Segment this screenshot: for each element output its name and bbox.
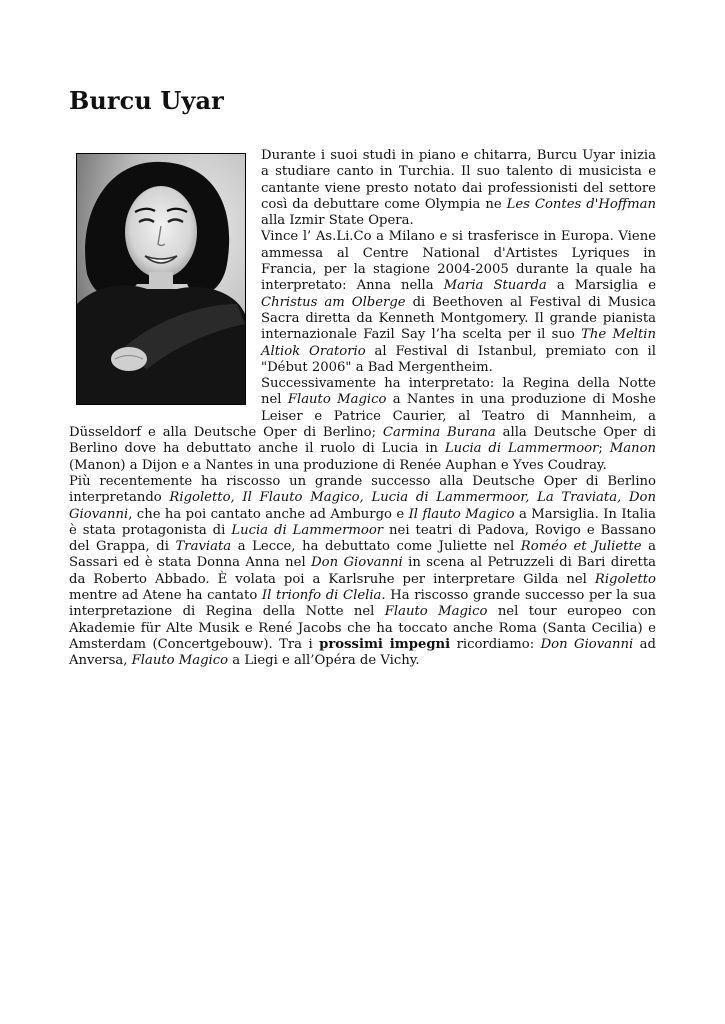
bio-paragraph-2: Vince l’ As.Li.Co a Milano e si trasferisce in Europa. Viene ammessa al Centre National d'Artistes Lyriques in Francia, per la stagione 2004-2005 durante la quale ha interpretato: Anna nella Maria Stuarda a Marsiglia e Christus am Olberge di Beethoven al Festival di Musica Sacra diretta da Kenneth Montgomery. Il grande pianista internazionale Fazil Say l’ha scelta per il suo The Meltin Altiok Oratorio al Festival di Istanbul, premiato con il "Début 2006" a Bad Mergentheim. [261, 229, 656, 375]
biography-text [69, 148, 656, 670]
page-title: Burcu Uyar [69, 86, 224, 115]
bio-paragraph-4: Più recentemente ha riscosso un grande successo alla Deutsche Oper di Berlino interpretando Rigoletto, Il Flauto Magico, Lucia di Lammermoor, La Traviata, Don Giovanni, che ha poi cantato anche ad Amburgo e Il flauto Magico a Marsiglia. In Italia è stata protagonista di Lucia di Lammermoor nei teatri di Padova, Rovigo e Bassano del Grappa, di Traviata a Lecce, ha debuttato come Juliette nel Roméo et Juliette a Sassari ed è stata Donna Anna nel Don Giovanni in scena al Petruzzeli di Bari diretta da Roberto Abbado. È volata poi a Karlsruhe per interpretare Gilda nel Rigoletto mentre ad Atene ha cantato Il trionfo di Clelia. Ha riscosso grande successo per la sua interpretazione di Regina della Notte nel Flauto Magico nel tour europeo con Akademie für Alte Musik e René Jacobs che ha toccato anche Roma (Santa Cecilia) e Amsterdam (Concertgebouw). Tra i prossimi impegni ricordiamo: Don Giovanni ad Anversa, Flauto Magico a Liegi e all’Opéra de Vichy. [69, 473, 656, 669]
bio-paragraph-1: Durante i suoi studi in piano e chitarra, Burcu Uyar inizia a studiare canto in Turchia. Il suo talento di musicista e cantante viene presto notato dai professionisti del settore così da debuttare come Olympia ne Les Contes d'Hoffman alla Izmir State Opera. [261, 148, 656, 229]
photo-wrap-space [69, 148, 261, 420]
bio-paragraph-3: Successivamente ha interpretato: la Regina della Notte nel Flauto Magico a Nantes in una produzione di Moshe Leiser e Patrice Caurier, al Teatro di Mannheim, a Düsseldorf e alla Deutsche Oper di Berlino; Carmina Burana alla Deutsche Oper di Berlino dove ha debuttato anche il ruolo di Lucia in Lucia di Lammermoor; Manon (Manon) a Dijon e a Nantes in una produzione di Renée Auphan e Yves Coudray. [69, 376, 657, 473]
